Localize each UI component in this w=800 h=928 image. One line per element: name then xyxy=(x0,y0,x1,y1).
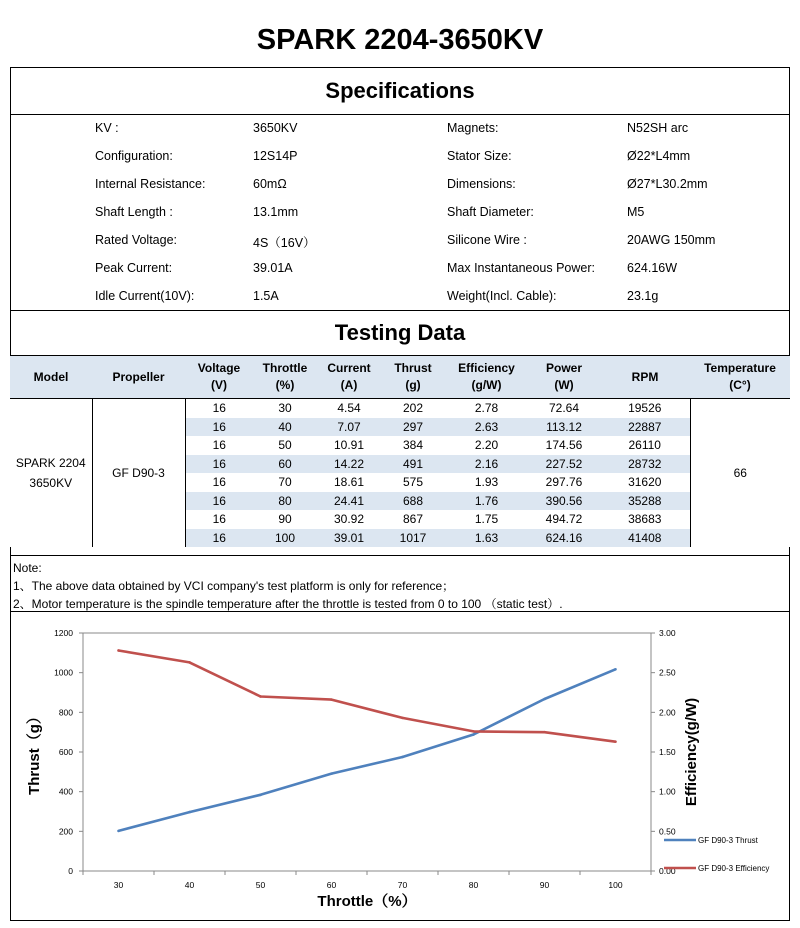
y2-tick-label: 0.50 xyxy=(659,826,676,837)
table-cell: 35288 xyxy=(600,492,690,511)
table-cell: 90 xyxy=(278,512,292,527)
table-cell: 28732 xyxy=(600,455,690,474)
spec-value: 20AWG 150mm xyxy=(627,233,716,247)
header-label: Voltage xyxy=(197,361,241,375)
y2-tick-label: 2.50 xyxy=(659,667,676,678)
table-header-cell xyxy=(92,356,185,399)
table-cell: 16 xyxy=(185,418,253,437)
spec-value: 3650KV xyxy=(253,121,298,135)
table-cell: 22887 xyxy=(600,418,690,437)
data-point xyxy=(330,698,333,701)
spec-value: M5 xyxy=(627,205,645,219)
spec-value: 12S14P xyxy=(253,149,298,163)
note-line: 1、The above data obtained by VCI company's test platform is only for reference； xyxy=(13,579,455,593)
table-cell: 624.16 xyxy=(528,529,600,548)
data-point xyxy=(330,772,333,775)
spec-value: 23.1g xyxy=(627,289,659,303)
note-heading: Note: xyxy=(13,561,42,575)
header-unit: (g/W) xyxy=(471,378,502,392)
header-unit: (V) xyxy=(211,378,227,392)
table-cell: 41408 xyxy=(600,529,690,548)
spec-value: Ø27*L30.2mm xyxy=(627,177,708,191)
table-cell: 70 xyxy=(278,475,292,490)
data-point xyxy=(188,661,191,664)
spec-label: Magnets: xyxy=(447,121,499,135)
data-point xyxy=(472,730,475,733)
y2-tick-label: 1.50 xyxy=(659,747,676,757)
thrust-efficiency-chart xyxy=(10,614,790,914)
table-cell: 16 xyxy=(185,492,253,511)
header-label: Thrust xyxy=(394,361,432,375)
plot-area xyxy=(83,633,651,871)
x-tick-label: 40 xyxy=(184,880,195,890)
table-cell: 7.07 xyxy=(317,418,381,437)
legend-label: GF D90-3 Thrust xyxy=(698,836,758,845)
table-cell: 2.16 xyxy=(445,455,528,474)
model-line: 3650KV xyxy=(29,476,73,490)
table-cell: 80 xyxy=(253,492,317,511)
y2-tick-label: 1.00 xyxy=(659,786,676,797)
table-cell: 113.12 xyxy=(528,418,600,437)
table-cell: 297 xyxy=(381,418,445,437)
data-point xyxy=(543,698,546,701)
table-cell: 867 xyxy=(402,512,424,527)
table-cell: 10.91 xyxy=(333,438,365,453)
table-header-cell xyxy=(600,356,690,399)
y-tick-label: 800 xyxy=(58,707,73,718)
table-cell: 39.01 xyxy=(317,529,381,548)
table-header-cell xyxy=(445,356,528,399)
y-tick-label: 1000 xyxy=(54,667,73,678)
divider xyxy=(10,310,790,311)
table-cell: 72.64 xyxy=(548,401,580,416)
spec-label: Weight(Incl. Cable): xyxy=(447,289,557,303)
table-cell: 30 xyxy=(278,401,292,416)
data-point xyxy=(401,756,404,759)
table-cell: 1.76 xyxy=(445,492,528,511)
spec-label: Configuration: xyxy=(95,149,173,163)
table-cell: 18.61 xyxy=(333,475,365,490)
table-header-cell xyxy=(317,356,381,399)
table-cell: 16 xyxy=(212,512,226,527)
table-cell: 2.20 xyxy=(474,438,499,453)
series-line-efficiency xyxy=(119,651,616,742)
divider xyxy=(10,114,790,115)
table-header-cell xyxy=(690,356,790,399)
table-cell: 384 xyxy=(402,438,424,453)
header-label: Throttle xyxy=(262,361,308,375)
table-cell: 2.63 xyxy=(445,418,528,437)
x-tick-label: 30 xyxy=(113,880,124,890)
data-point xyxy=(472,733,475,736)
table-cell: 1.63 xyxy=(445,529,528,548)
data-point xyxy=(117,649,120,652)
table-cell: 2.78 xyxy=(474,401,499,416)
model-line: SPARK 2204 xyxy=(15,456,86,470)
spec-label: Stator Size: xyxy=(447,149,512,163)
table-cell: 494.72 xyxy=(545,512,583,527)
x-tick-label: 90 xyxy=(539,880,550,890)
table-cell: 16 xyxy=(185,455,253,474)
data-point xyxy=(259,794,262,797)
spec-label: Silicone Wire : xyxy=(447,233,527,247)
table-cell: 26110 xyxy=(600,436,690,455)
table-cell: 50 xyxy=(278,438,292,453)
y-tick-label: 1200 xyxy=(54,628,73,638)
series-line-thrust xyxy=(119,669,616,831)
spec-value: 624.16W xyxy=(627,261,678,275)
header-label: Propeller xyxy=(112,369,165,384)
table-cell: 16 xyxy=(212,475,226,490)
table-header-cell xyxy=(381,356,445,399)
header-label: Power xyxy=(545,361,582,375)
divider xyxy=(10,555,790,556)
table-cell: 16 xyxy=(185,529,253,548)
y2-tick-label: 2.00 xyxy=(659,707,676,718)
y-tick-label: 200 xyxy=(58,826,73,837)
header-unit: (%) xyxy=(275,378,295,392)
table-cell: 688 xyxy=(381,492,445,511)
note-line: 2、Motor temperature is the spindle temperature after the throttle is tested from 0 to 100 （static test）. xyxy=(13,597,563,611)
spec-value: 60mΩ xyxy=(253,177,287,191)
notes xyxy=(13,559,563,613)
table-cell: 100 xyxy=(253,529,317,548)
table-cell: 1017 xyxy=(381,529,445,548)
y-tick-label: 600 xyxy=(58,747,73,757)
table-header-cell xyxy=(528,356,600,399)
x-tick-label: 50 xyxy=(255,880,266,890)
spec-label: Dimensions: xyxy=(447,177,516,191)
x-axis-title: Throttle（%） xyxy=(317,893,417,910)
table-cell: 1.93 xyxy=(474,475,499,490)
y2-tick-label: 3.00 xyxy=(659,628,676,638)
spec-label: Idle Current(10V): xyxy=(95,289,195,303)
table-cell: 174.56 xyxy=(545,438,583,453)
header-unit: (A) xyxy=(340,378,358,392)
y2-axis-title: Efficiency(g/W) xyxy=(683,697,700,807)
spec-label: Max Instantaneous Power: xyxy=(447,261,595,275)
model-cell xyxy=(10,399,92,548)
header-unit: (W) xyxy=(554,378,574,392)
specifications-heading: Specifications xyxy=(325,78,475,103)
spec-label: Rated Voltage: xyxy=(95,233,178,247)
temperature-cell: 66 xyxy=(690,399,790,548)
spec-label: Internal Resistance: xyxy=(95,177,206,191)
testing-data-table xyxy=(10,355,790,547)
table-header-row xyxy=(10,356,790,399)
table-cell: 30.92 xyxy=(333,512,365,527)
table-cell: 1.75 xyxy=(474,512,499,527)
header-unit: (C°) xyxy=(729,378,751,392)
table-header-cell xyxy=(185,356,253,399)
spec-value: 4S（16V） xyxy=(253,236,316,250)
table-cell: 38683 xyxy=(600,510,690,529)
header-label: Model xyxy=(33,369,69,384)
page-title: SPARK 2204-3650KV xyxy=(256,24,544,56)
table-header-cell xyxy=(10,356,92,399)
table-cell: 24.41 xyxy=(317,492,381,511)
spec-label: Peak Current: xyxy=(95,261,173,275)
header-label: Current xyxy=(327,361,371,375)
data-point xyxy=(188,811,191,814)
y-tick-label: 400 xyxy=(58,786,73,797)
data-point xyxy=(117,830,120,833)
spec-label: Shaft Diameter: xyxy=(447,205,534,219)
table-cell: 40 xyxy=(253,418,317,437)
header-label: RPM xyxy=(631,369,659,384)
y2-tick-label: 0.00 xyxy=(659,866,676,876)
table-cell: 31620 xyxy=(600,473,690,492)
table-cell: 16 xyxy=(212,401,226,416)
x-tick-label: 80 xyxy=(468,880,479,890)
x-tick-label: 100 xyxy=(608,880,623,890)
data-point xyxy=(401,717,404,720)
table-cell: 4.54 xyxy=(337,401,361,416)
propeller-cell: GF D90-3 xyxy=(92,399,185,548)
header-label: Efficiency xyxy=(458,361,515,375)
spec-value: Ø22*L4mm xyxy=(627,149,691,163)
table-cell: 16 xyxy=(212,438,226,453)
data-point xyxy=(614,740,617,743)
spec-value: 13.1mm xyxy=(253,205,299,219)
spec-value: 39.01A xyxy=(253,261,293,275)
table-cell: 202 xyxy=(402,401,424,416)
table-cell: 390.56 xyxy=(528,492,600,511)
table-cell: 297.76 xyxy=(545,475,583,490)
spec-value: N52SH arc xyxy=(627,121,689,135)
table-header-cell xyxy=(253,356,317,399)
table-cell: 14.22 xyxy=(317,455,381,474)
x-tick-label: 60 xyxy=(326,880,337,890)
x-tick-label: 70 xyxy=(397,880,408,890)
header-label: Temperature xyxy=(704,361,776,375)
table-cell: 227.52 xyxy=(528,455,600,474)
table-cell: 575 xyxy=(402,475,424,490)
y-tick-label: 0 xyxy=(68,866,73,876)
testing-data-heading: Testing Data xyxy=(334,320,466,345)
spec-value: 1.5A xyxy=(253,289,279,303)
data-point xyxy=(543,731,546,734)
table-cell: 19526 xyxy=(600,399,690,418)
spec-label: Shaft Length : xyxy=(95,205,173,219)
header-unit: (g) xyxy=(405,378,421,392)
data-point xyxy=(259,695,262,698)
y-axis-title: Thrust（g） xyxy=(26,709,43,795)
table-row xyxy=(10,399,790,418)
legend-label: GF D90-3 Efficiency xyxy=(698,864,770,873)
table-cell: 60 xyxy=(253,455,317,474)
spec-label: KV : xyxy=(95,121,119,135)
divider xyxy=(10,611,790,612)
data-point xyxy=(614,668,617,671)
table-cell: 491 xyxy=(381,455,445,474)
